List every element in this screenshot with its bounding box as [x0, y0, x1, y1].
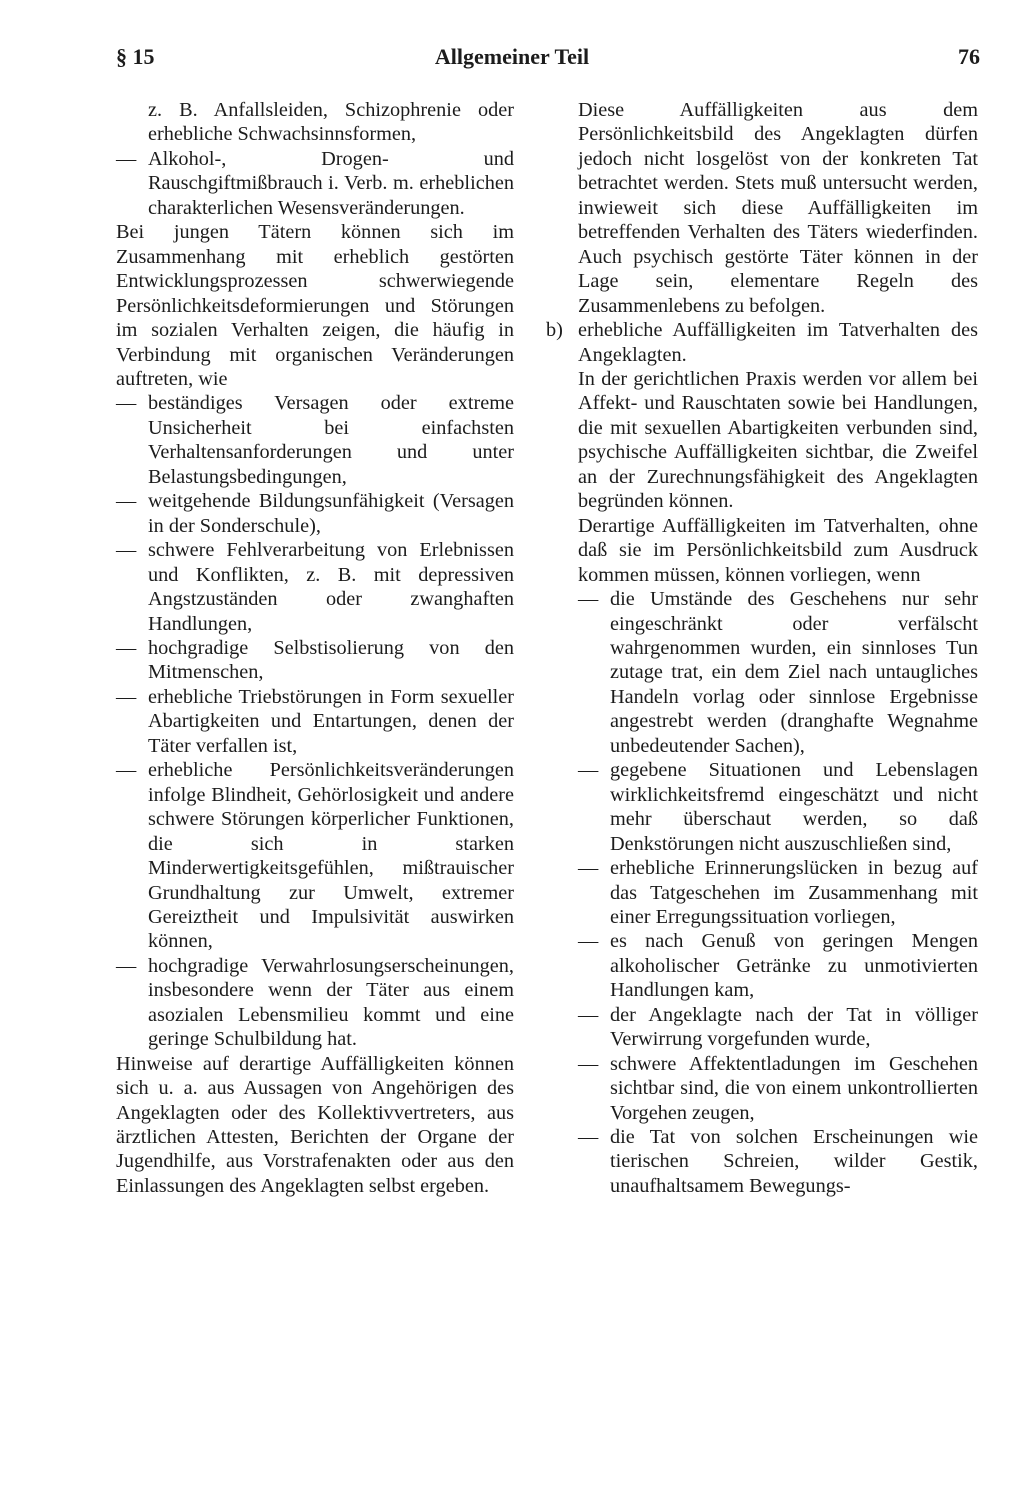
paragraph: Bei jungen Tätern können sich im Zusammenhang mit erheblich gestörten Entwicklungsprozessen schwerwiegende Persönlichkeitsdeformierungen und Störungen im sozialen Verhalten zeigen, die häufig in Verbindung mit organischen Veränderungen auftreten, wie	[116, 221, 514, 390]
dash-mark: —	[116, 539, 137, 562]
dash-mark: —	[116, 147, 137, 170]
section-number: § 15	[116, 44, 155, 69]
dash-mark: —	[578, 1126, 599, 1149]
continued-list-item: z. B. Anfallsleiden, Schizophrenie oder erhebliche Schwachsinnsformen,	[148, 99, 514, 146]
list-item-text: gegebene Situationen und Lebenslagen wirklichkeitsfremd eingeschätzt und nicht mehr überschaut werden, so daß Denkstörungen nicht auszuschließen sind,	[610, 759, 978, 855]
list-item	[116, 954, 514, 1052]
list-item	[546, 929, 978, 1002]
dash-mark: —	[578, 1052, 599, 1075]
page-number: 76	[958, 44, 980, 69]
paragraph: Diese Auffälligkeiten aus dem Persönlichkeitsbild des Angeklagten dürfen jedoch nicht losgelöst von der konkreten Tat betrachtet werden. Stets muß untersucht werden, inwieweit sich diese Auffälligkeiten im betreffenden Verhalten des Täters wiederfinden. Auch psychisch gestörte Täter können in der Lage sein, elementare Regeln des Zusammenlebens zu befolgen.	[578, 99, 978, 317]
list-item	[546, 1125, 978, 1198]
list-item	[116, 636, 514, 685]
dash-mark: —	[116, 392, 137, 415]
list-item-text: schwere Fehlverarbeitung von Erlebnissen und Konflikten, z. B. mit depressiven Angstzuständen oder zwanghaften Handlungen,	[148, 539, 514, 635]
list-item-text: der Angeklagte nach der Tat in völliger Verwirrung vorgefunden wurde,	[610, 1003, 978, 1051]
list-item-text: die Umstände des Geschehens nur sehr eingeschränkt oder verfälscht wahrgenommen wurden, ein sinnloses Tun zutage trat, ein dem Ziel nach untaugliches Handeln vorlag oder sinnlose Ergebnisse angestrebt werden (dranghafte Wegnahme unbedeutender Sachen),	[610, 588, 978, 757]
item-text: erhebliche Auffälligkeiten im Tatverhalten des Angeklagten.	[578, 319, 978, 366]
list-item-text: schwere Affektentladungen im Geschehen sichtbar sind, die von einem unkontrollierten Vorgehen zeugen,	[610, 1052, 978, 1124]
page-header	[0, 44, 1024, 84]
paragraph: In der gerichtlichen Praxis werden vor allem bei Affekt- und Rauschtaten sowie bei Handlungen, die mit sexuellen Abartigkeiten verbunden sind, psychische Auffälligkeiten sichtbar, die Zweifel an der Zurechnungsfähigkeit des Angeklagten begründen können.	[578, 367, 978, 513]
dash-mark: —	[578, 588, 599, 611]
right-column	[546, 98, 978, 1198]
list-item	[116, 147, 514, 220]
left-column	[116, 98, 514, 1198]
list-item	[116, 391, 514, 489]
list-item	[546, 758, 978, 856]
dash-mark: —	[116, 954, 137, 977]
list-item-text: Alkohol-, Drogen- und Rauschgiftmißbrauch i. Verb. m. erheblichen charakterlichen Wesensveränderungen.	[148, 147, 514, 219]
dash-mark: —	[578, 857, 599, 880]
list-item-text: es nach Genuß von geringen Mengen alkoholischer Getränke zu unmotivierten Handlungen kam,	[610, 930, 978, 1002]
list-item	[546, 587, 978, 758]
list-item	[546, 856, 978, 929]
list-item-text: erhebliche Triebstörungen in Form sexueller Abartigkeiten und Entartungen, denen der Täter verfallen ist,	[148, 685, 514, 757]
list-item-text: weitgehende Bildungsunfähigkeit (Versagen in der Sonderschule),	[148, 490, 514, 537]
dash-mark: —	[578, 759, 599, 782]
list-item-text: erhebliche Persönlichkeitsveränderungen infolge Blindheit, Gehörlosigkeit und andere schwere Störungen körperlicher Funktionen, die sich in starken Minderwertigkeitsgefühlen, mißtrauischer Grundhaltung zur Umwelt, extremer Gereiztheit und Impulsivität auswirken können,	[148, 759, 514, 953]
list-item-text: die Tat von solchen Erscheinungen wie tierischen Schreien, wilder Gestik, unaufhaltsamem Bewegungs-	[610, 1126, 978, 1197]
item-label: b)	[546, 319, 563, 342]
running-title: Allgemeiner Teil	[434, 44, 590, 69]
dash-mark: —	[116, 636, 137, 659]
dash-mark: —	[578, 930, 599, 953]
list-item-text: hochgradige Selbstisolierung von den Mitmenschen,	[148, 636, 514, 684]
list-item	[546, 1003, 978, 1052]
list-item-text: erhebliche Erinnerungslücken in bezug auf das Tatgeschehen im Zusammenhang mit einer Erregungssituation vorliegen,	[610, 857, 978, 928]
list-item	[546, 1052, 978, 1125]
dash-mark: —	[116, 490, 137, 513]
paragraph: Derartige Auffälligkeiten im Tatverhalten, ohne daß sie im Persönlichkeitsbild zum Ausdruck kommen müssen, können vorliegen, wenn	[578, 514, 978, 586]
list-item	[116, 538, 514, 636]
list-item	[116, 489, 514, 538]
list-item-text: beständiges Versagen oder extreme Unsicherheit bei einfachsten Verhaltensanforderungen und unter Belastungsbedingungen,	[148, 392, 514, 488]
list-item	[116, 685, 514, 758]
list-item	[116, 758, 514, 954]
dash-mark: —	[578, 1003, 599, 1026]
dash-mark: —	[116, 685, 137, 708]
paragraph: Hinweise auf derartige Auffälligkeiten können sich u. a. aus Aussagen von Angehörigen des Angeklagten oder des Kollektivvertreters, aus ärztlichen Attesten, Berichten der Organe der Jugendhilfe, aus Vorstrafenakten oder aus den Einlassungen des Angeklagten selbst ergeben.	[116, 1052, 514, 1197]
labeled-item	[546, 318, 978, 367]
dash-mark: —	[116, 759, 137, 782]
list-item-text: hochgradige Verwahrlosungserscheinungen, insbesondere wenn der Täter aus einem asozialen Lebensmilieu kommt und eine geringe Schulbildung hat.	[148, 954, 514, 1051]
